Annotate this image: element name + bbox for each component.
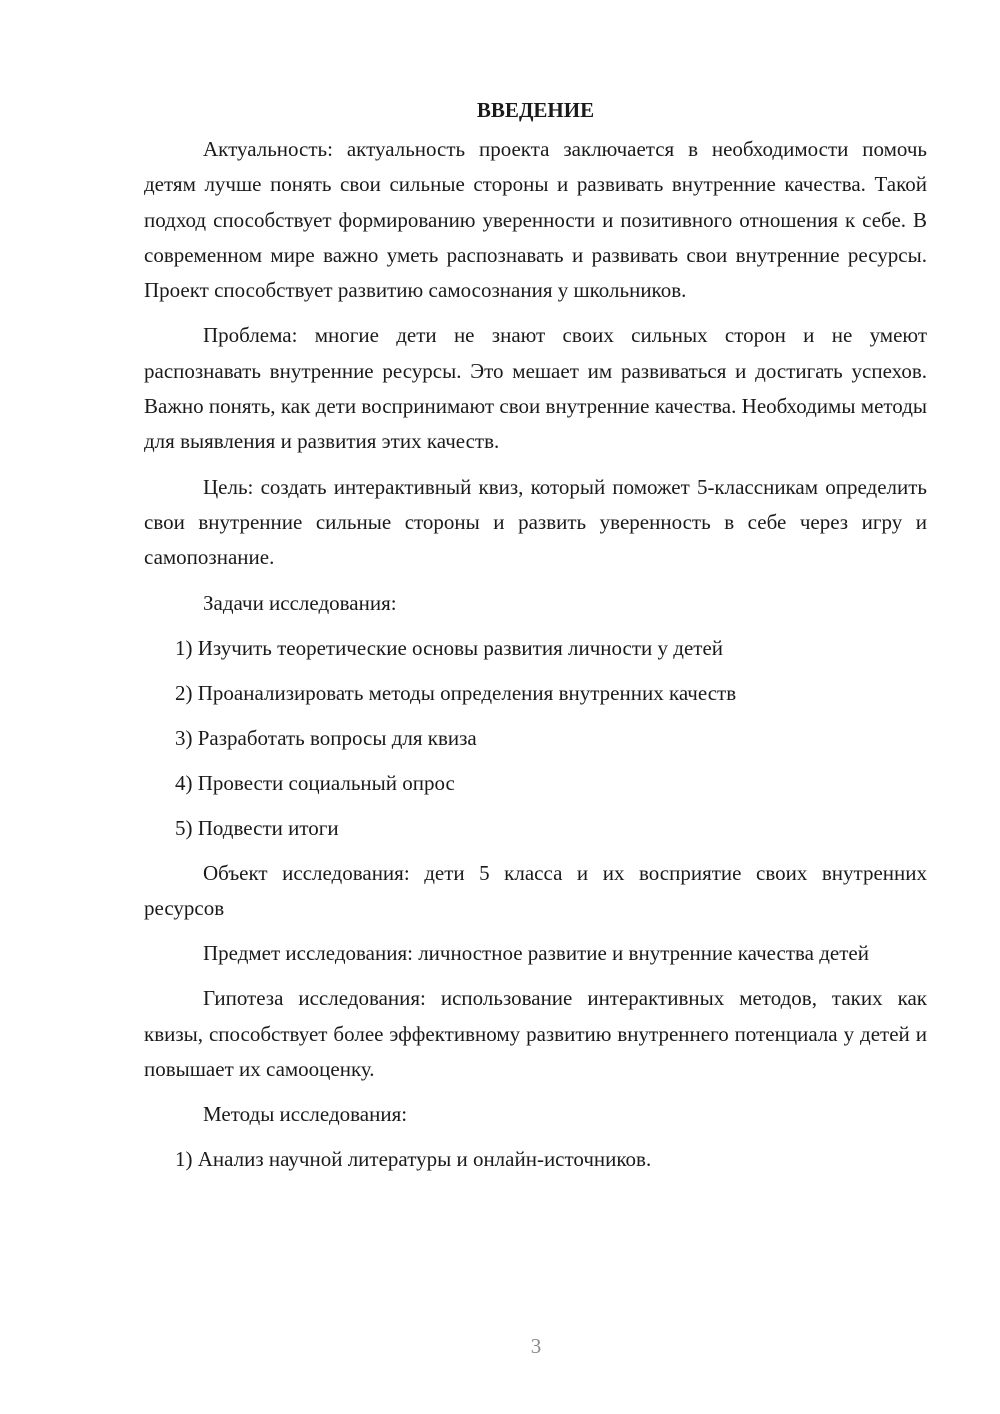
list-item: 2) Проанализировать методы определения внутренних качеств: [175, 680, 737, 705]
methods-list: [144, 1142, 927, 1177]
tasks-list: [144, 631, 927, 846]
relevance-paragraph: Актуальность: актуальность проекта заключается в необходимости помочь детям лучше понять свои сильные стороны и развивать внутренние качества. Такой подход способствует формированию уверенности и позитивного отношения к себе. В современном мире важно уметь распознавать и развивать свои внутренние ресурсы. Проект способствует развитию самосознания у школьников.: [144, 137, 927, 303]
list-item: 1) Анализ научной литературы и онлайн-источников.: [175, 1147, 652, 1172]
subject-paragraph: Предмет исследования: личностное развитие и внутренние качества детей: [203, 941, 869, 966]
page-content: [144, 95, 927, 1187]
list-item: 4) Провести социальный опрос: [175, 770, 455, 795]
list-item: 1) Изучить теоретические основы развития личности у детей: [175, 635, 724, 660]
list-item: 3) Разработать вопросы для квиза: [175, 725, 477, 750]
section-title: ВВЕДЕНИЕ: [476, 98, 595, 122]
page-number: 3: [530, 1334, 542, 1358]
goal-paragraph: Цель: создать интерактивный квиз, который поможет 5-классникам определить свои внутренние сильные стороны и развить уверенность в себе через игру и самопознание.: [144, 474, 927, 570]
hypothesis-paragraph: Гипотеза исследования: использование интерактивных методов, таких как квизы, способствует более эффективному развитию внутреннего потенциала у детей и повышает их самооценку.: [144, 986, 927, 1082]
object-paragraph: Объект исследования: дети 5 класса и их восприятие своих внутренних ресурсов: [144, 860, 927, 920]
problem-paragraph: Проблема: многие дети не знают своих сильных сторон и не умеют распознавать внутренние ресурсы. Это мешает им развиваться и достигать успехов. Важно понять, как дети воспринимают свои внутренние качества. Необходимы методы для выявления и развития этих качеств.: [144, 323, 927, 454]
tasks-heading: Задачи исследования:: [203, 590, 397, 615]
methods-heading: Методы исследования:: [203, 1102, 408, 1127]
list-item: 5) Подвести итоги: [175, 815, 339, 840]
